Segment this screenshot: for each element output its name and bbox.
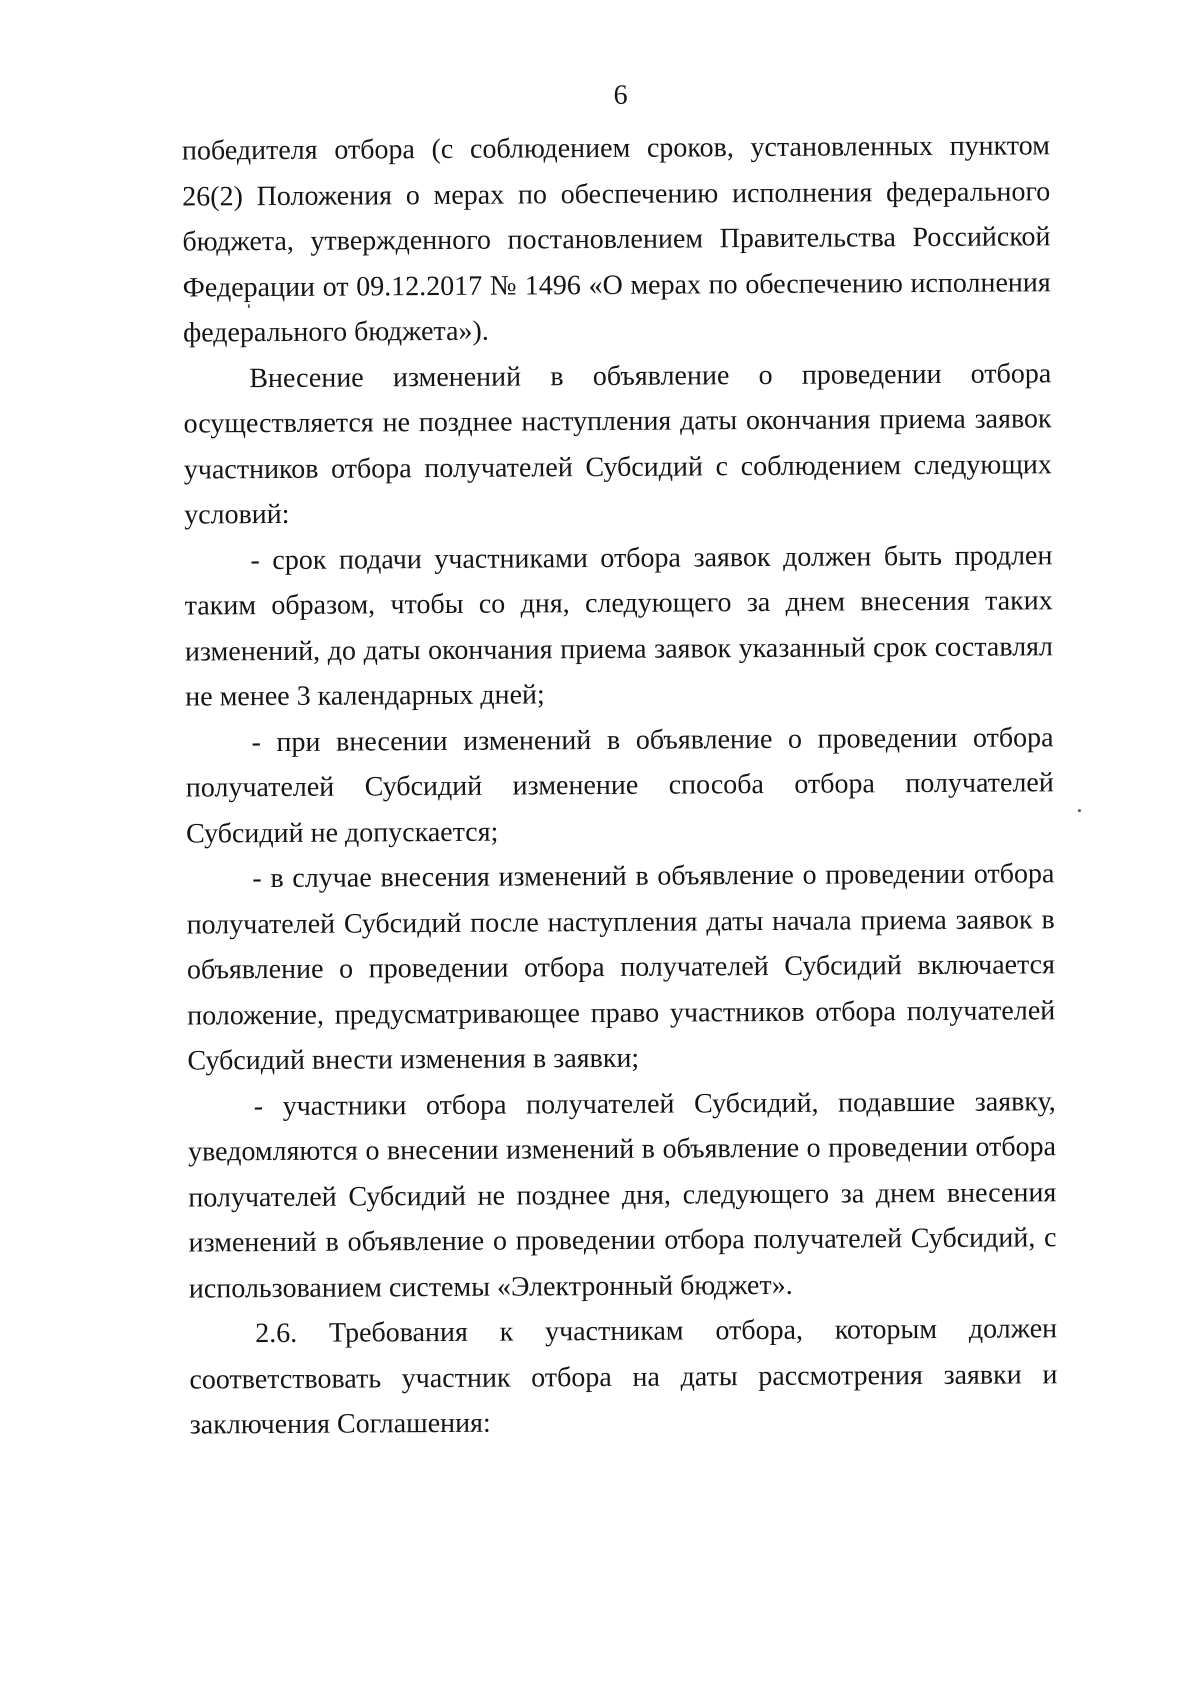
paragraph-amendments-intro: Внесение изменений в объявление о проведении отбора осуществляется не позднее наступления даты окончания приема заявок участников отбора получателей Субсидий с соблюдением следующих условий: [183,357,1052,531]
list-item-deadline-extension: - срок подачи участниками отбора заявок должен быть продлен таким образом, чтобы со дня, следующего за днем внесения таких изменений, до даты окончания приема заявок указанный срок составлял не менее 3 календарных дней; [184,539,1054,713]
scan-speck [248,304,250,308]
list-item-method-unchanged: - при внесении изменений в объявление о проведении отбора получателей Субсидий изменение способа отбора получателей Субсидий не допускается; [185,721,1054,850]
list-item-notification: - участники отбора получателей Субсидий, подавшие заявку, уведомляются о внесении изменений в объявление о проведении отбора получателей Субсидий не позднее дня, следующего за днем внесения изменений в объявление о проведении отбора получателей Субсидий, с использованием системы «Электронный бюджет». [187,1085,1057,1305]
list-item-amend-applications: - в случае внесения изменений в объявление о проведении отбора получателей Субсидий после наступления даты начала приема заявок в объявление о проведении отбора получателей Субсидий включается положение, предусматривающее право участников отбора получателей Субсидий внести изменения в заявки; [186,858,1056,1077]
page-number: 6 [613,79,628,111]
scan-speck [1078,809,1081,812]
paragraph-section-2-6: 2.6. Требования к участникам отбора, которым должен соответствовать участник отбора на даты рассмотрения заявки и заключения Соглашения: [189,1313,1058,1441]
paragraph-continuation: победителя отбора (с соблюдением сроков, установленных пунктом 26(2) Положения о мерах по обеспечению исполнения федерального бюджета, утвержденного постановлением Правительства Российской Федерации от 09.12.2017 № 1496 «О мерах по обеспечению исполнения федерального бюджета»). [181,130,1051,349]
document-body [182,123,1058,1448]
